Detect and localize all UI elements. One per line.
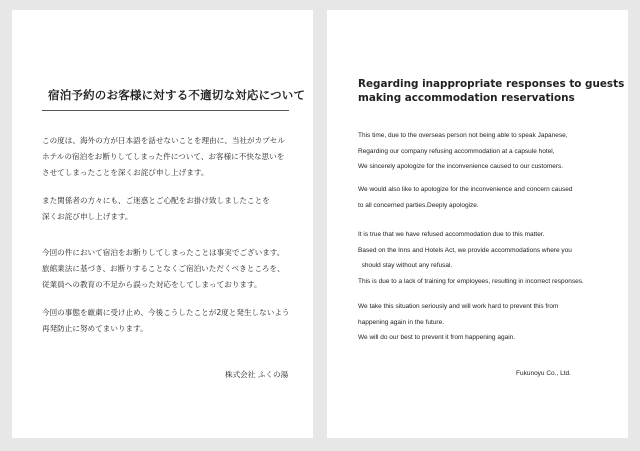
japanese-title: 宿泊予約のお客様に対する不適切な対応について bbox=[48, 88, 306, 102]
japanese-paragraph-2 bbox=[42, 193, 302, 225]
text-line: We would also like to apologize for the inconvenience and concern caused bbox=[358, 186, 573, 193]
english-notice-page bbox=[327, 10, 628, 438]
text-line: happening again in the future. bbox=[358, 318, 445, 326]
japanese-notice-page bbox=[12, 10, 313, 438]
text-line: 今回の件において宿泊をお断りしてしまったことは事実でございます。 bbox=[42, 248, 285, 257]
text-line: この度は、海外の方が日本語を話せないことを理由に、当社がカプセル bbox=[42, 136, 285, 145]
text-line: させてしまったことを深くお詫び申し上げます。 bbox=[42, 168, 209, 177]
text-line: Based on the Inns and Hotels Act, we provide accommodations where you bbox=[358, 246, 572, 254]
text-line: 今回の事態を厳粛に受け止め、今後こうしたことが2度と発生しないよう bbox=[42, 308, 290, 317]
english-title bbox=[358, 77, 625, 105]
english-paragraph-1 bbox=[358, 128, 620, 175]
company-signature: Fukunoyu Co., Ltd. bbox=[516, 370, 571, 377]
title-line: making accommodation reservations bbox=[358, 92, 575, 104]
company-signature: 株式会社 ふくの湯 bbox=[225, 370, 289, 379]
english-paragraph-3 bbox=[358, 227, 620, 289]
title-line: Regarding inappropriate responses to guests bbox=[358, 78, 625, 90]
text-line: This time, due to the overseas person not being able to speak Japanese, bbox=[358, 132, 568, 139]
text-line: We take this situation seriously and will work hard to prevent this from bbox=[358, 303, 559, 310]
text-line: should stay without any refusal. bbox=[358, 262, 453, 270]
english-paragraph-4 bbox=[358, 299, 620, 346]
japanese-paragraph-1 bbox=[42, 133, 302, 181]
text-line: ホテルの宿泊をお断りしてしまった件について、お客様に不快な思いを bbox=[42, 152, 285, 161]
japanese-paragraph-4 bbox=[42, 305, 302, 337]
text-line: We will do our best to prevent it from happening again. bbox=[358, 334, 516, 342]
text-line: 旅館業法に基づき、お断りすることなくご宿泊いただくべきところを、 bbox=[42, 264, 285, 273]
text-line: Regarding our company refusing accommodation at a capsule hotel, bbox=[358, 147, 555, 155]
text-line: It is true that we have refused accommodation due to this matter. bbox=[358, 231, 545, 238]
text-line: 深くお詫び申し上げます。 bbox=[42, 212, 133, 221]
text-line: 再発防止に努めてまいります。 bbox=[42, 324, 148, 333]
japanese-paragraph-3 bbox=[42, 245, 302, 293]
text-line: to all concerned parties.Deeply apologize. bbox=[358, 201, 479, 209]
english-paragraph-2 bbox=[358, 182, 620, 213]
text-line: 従業員への教育の不足から誤った対応をしてしまっております。 bbox=[42, 280, 262, 289]
text-line: We sincerely apologize for the inconvenience caused to our customers. bbox=[358, 163, 564, 171]
title-divider bbox=[42, 110, 289, 111]
text-line: また関係者の方々にも、ご迷惑とご心配をお掛け致しましたことを bbox=[42, 196, 270, 205]
text-line: This is due to a lack of training for employees, resulting in incorrect responses. bbox=[358, 277, 584, 285]
